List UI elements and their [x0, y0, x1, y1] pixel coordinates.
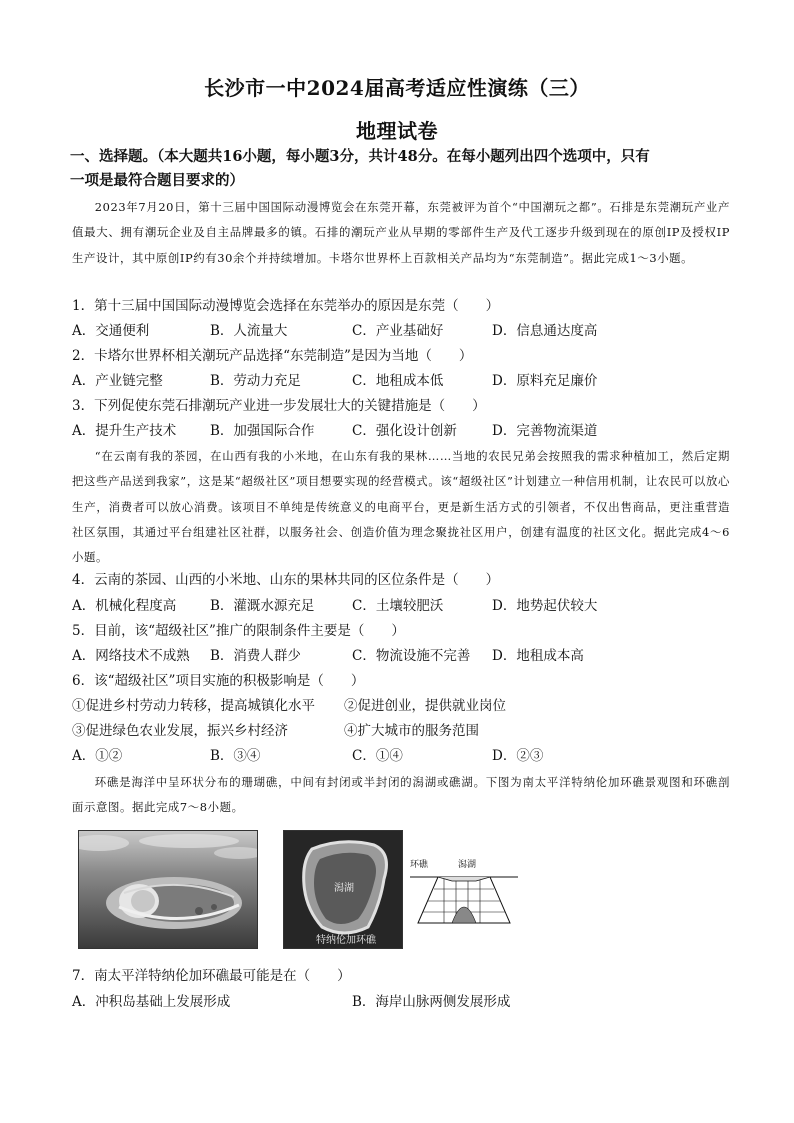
question-5-stem: 5．目前，该“超级社区”推广的限制条件主要是（ ）: [72, 623, 405, 639]
item-4: ④扩大城市的服务范围: [344, 723, 479, 739]
atoll-profile: [408, 855, 520, 925]
question-7-stem: 7．南太平洋特纳伦加环礁最可能是在（ ）: [72, 968, 351, 984]
question-1-stem: 1．第十三届中国国际动漫博览会选择在东莞举办的原因是东莞（ ）: [72, 298, 500, 314]
option-b: B．消费人群少: [210, 648, 301, 664]
option-a: A．①②: [72, 748, 123, 764]
exam-subtitle: 地理试卷: [356, 119, 438, 143]
item-1: ①促进乡村劳动力转移，提高城镇化水平: [72, 698, 315, 714]
passage-1: 2023年7月20日，第十三届中国国际动漫博览会在东莞开幕，东莞被评为首个“中国潮玩之都”。石排是东莞潮玩产业产值最大、拥有潮玩企业及自主品牌最多的镇。石排的潮玩产业从早期的零部件生产及代工逐步升级到现在的原创IP及授权IP生产设计，其中原创IP约有30余个并持续增加。卡塔尔世界杯上百款相关产品均为“东莞制造”。据此完成1～3小题。: [72, 200, 730, 265]
profile-lagoon-label: 潟湖: [458, 860, 477, 870]
section-heading-line2: 一项是最符合题目要求的）: [70, 172, 244, 189]
option-d: D．信息通达度高: [492, 323, 598, 339]
atoll-map-lagoon-label: 潟湖: [334, 883, 354, 894]
atoll-map-name-label: 特纳伦加环礁: [316, 935, 376, 946]
option-b: B．劳动力充足: [210, 373, 301, 389]
option-d: D．原料充足廉价: [492, 373, 598, 389]
option-c: C．地租成本低: [352, 373, 444, 389]
option-d: D．②③: [492, 748, 544, 764]
atoll-map: [283, 830, 403, 949]
option-a: A．产业链完整: [72, 373, 163, 389]
option-b: B．加强国际合作: [210, 423, 315, 439]
option-a: A．提升生产技术: [72, 423, 177, 439]
item-2: ②促进创业，提供就业岗位: [344, 698, 506, 714]
option-b: B．灌溉水源充足: [210, 598, 315, 614]
option-a: A．交通便利: [72, 323, 150, 339]
option-a: A．机械化程度高: [72, 598, 177, 614]
option-b: B．人流量大: [210, 323, 288, 339]
section-heading-line1: 一、选择题。（本大题共16小题，每小题3分，共计48分。在每小题列出四个选项中，只有: [70, 148, 650, 165]
option-c: C．强化设计创新: [352, 423, 457, 439]
question-6-stem: 6．该“超级社区”项目实施的积极影响是（ ）: [72, 673, 365, 689]
question-4-stem: 4．云南的茶园、山西的小米地、山东的果林共同的区位条件是（ ）: [72, 572, 500, 588]
question-3-stem: 3．下列促使东莞石排潮玩产业进一步发展壮大的关键措施是（ ）: [72, 398, 486, 414]
option-c: C．产业基础好: [352, 323, 444, 339]
option-c: C．土壤较肥沃: [352, 598, 444, 614]
option-c: C．物流设施不完善: [352, 648, 471, 664]
option-b: B．③④: [210, 748, 261, 764]
option-b: B．海岸山脉两侧发展形成: [352, 994, 511, 1010]
atoll-map-graphic: [284, 831, 402, 948]
atoll-profile-graphic: [408, 855, 520, 925]
option-a: A．冲积岛基础上发展形成: [72, 994, 231, 1010]
exam-title: 长沙市一中2024届高考适应性演练（三）: [204, 76, 590, 100]
option-d: D．地租成本高: [492, 648, 584, 664]
passage-3: 环礁是海洋中呈环状分布的珊瑚礁，中间有封闭或半封闭的潟湖或礁湖。下图为南太平洋特纳伦加环礁景观图和环礁剖面示意图。据此完成7～8小题。: [72, 775, 730, 815]
option-a: A．网络技术不成熟: [72, 648, 190, 664]
passage-2: “在云南有我的茶园，在山西有我的小米地，在山东有我的果林……当地的农民兄弟会按照我的需求种植加工，然后定期把这些产品送到我家”，这是某“超级社区”项目想要实现的经营模式。该“超级社区”计划建立一种信用机制，让农民可以放心生产，消费者可以放心消费。该项目不单纯是传统意义的电商平台，更是新生活方式的引领者，不仅出售商品，更注重营造社区氛围，其通过平台组建社区社群，以服务社会、创造价值为理念聚拢社区用户，创建有温度的社区文化。据此完成4～6小题。: [72, 449, 730, 565]
atoll-photo-graphic: [79, 831, 257, 948]
option-d: D．完善物流渠道: [492, 423, 598, 439]
question-2-stem: 2．卡塔尔世界杯相关潮玩产品选择“东莞制造”是因为当地（ ）: [72, 348, 473, 364]
option-c: C．①④: [352, 748, 403, 764]
atoll-photo: [78, 830, 258, 949]
item-3: ③促进绿色农业发展，振兴乡村经济: [72, 723, 288, 739]
profile-reef-label: 环礁: [410, 860, 429, 870]
option-d: D．地势起伏较大: [492, 598, 598, 614]
